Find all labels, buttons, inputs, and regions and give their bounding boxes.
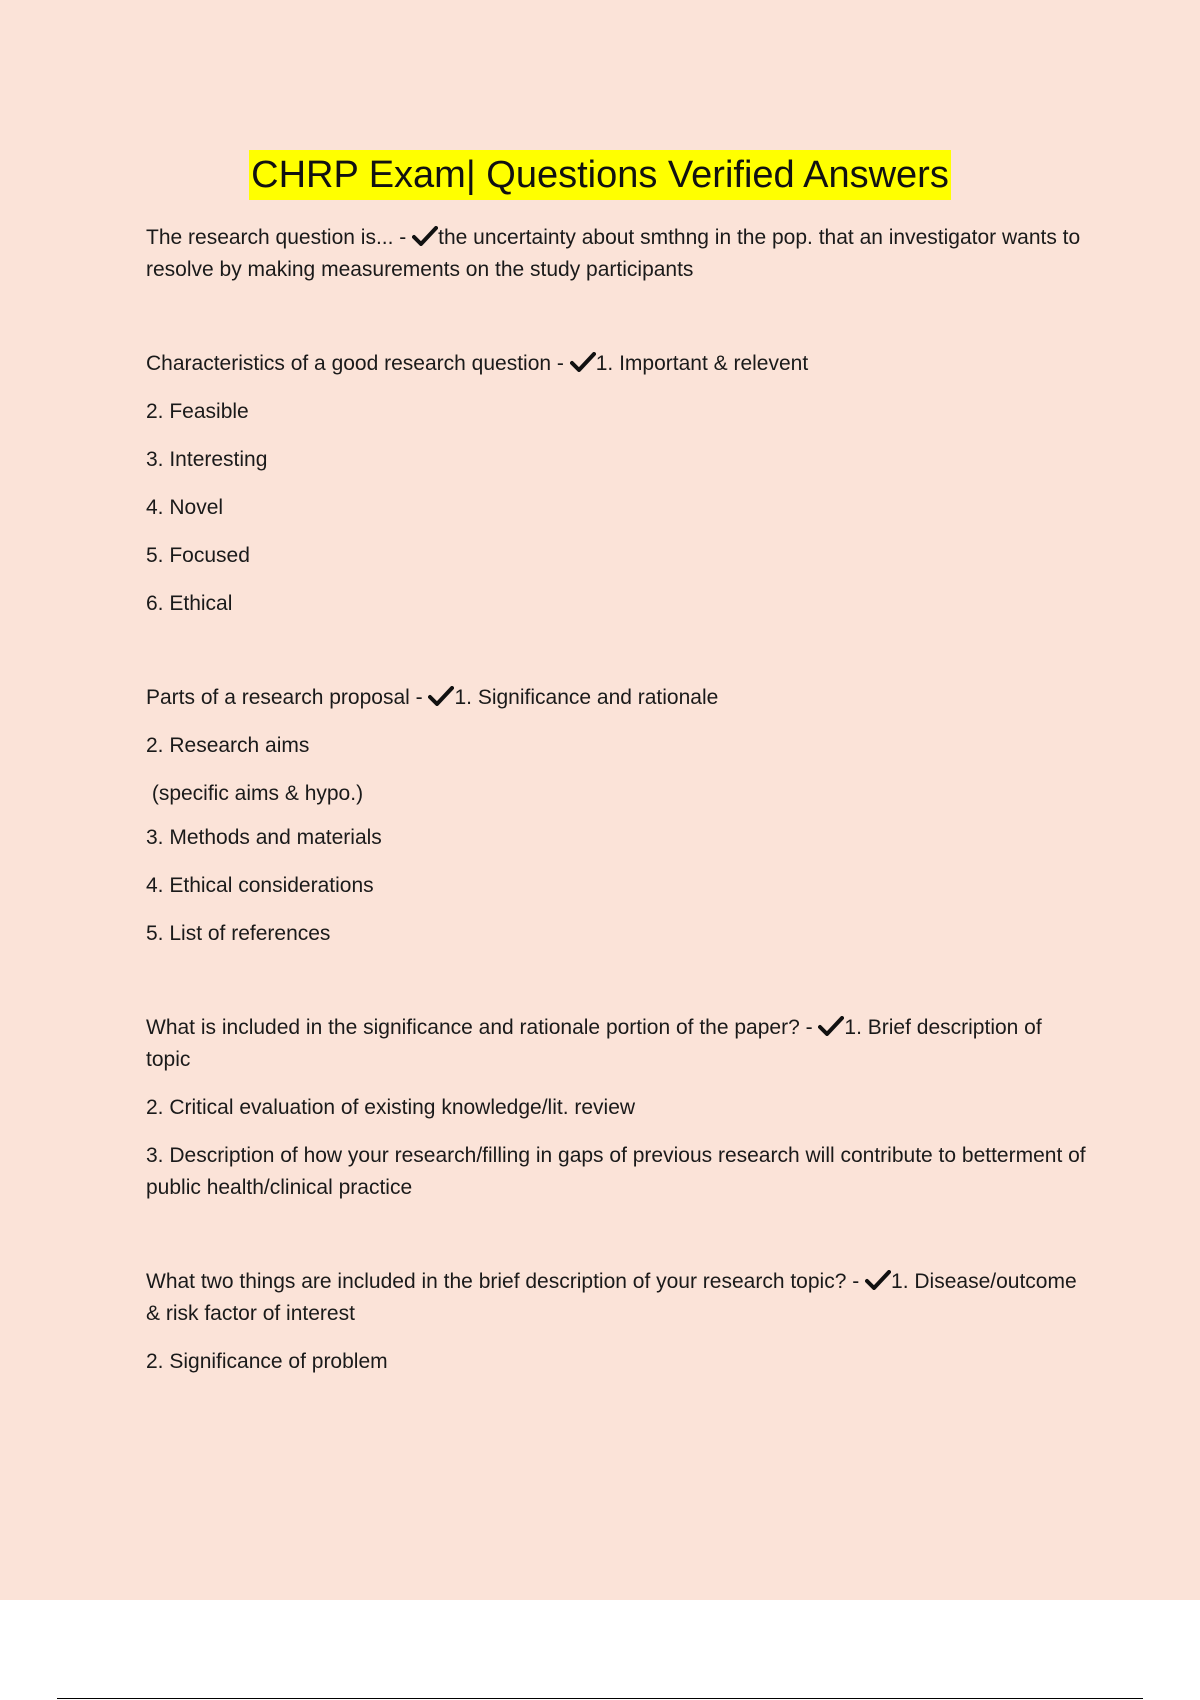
document-content <box>146 222 1086 1440</box>
question-text: The research question is... - <box>146 226 413 249</box>
checkmark-icon <box>865 1270 891 1290</box>
qa-line <box>146 348 1086 380</box>
qa-item-1 <box>146 222 1086 286</box>
qa-line <box>146 682 1086 714</box>
answer-line: 3. Methods and materials <box>146 826 382 849</box>
checkmark-icon <box>428 686 454 706</box>
answer-line: (specific aims & hypo.) <box>146 782 364 805</box>
answer-line: 2. Research aims <box>146 734 310 757</box>
qa-item-5 <box>146 1266 1086 1378</box>
checkmark-icon <box>818 1016 844 1036</box>
qa-item-3 <box>146 682 1086 950</box>
answer-line: 5. Focused <box>146 544 250 567</box>
answer-line: 3. Description of how your research/filling in gaps of previous research will contribute to betterment of public health/clinical practice <box>146 1144 1086 1199</box>
answer-text: 1. Significance and rationale <box>454 686 719 709</box>
question-text: Characteristics of a good research question - <box>146 352 570 375</box>
answer-text: 1. Disease/outcome & risk factor of interest <box>146 1270 1077 1325</box>
qa-line <box>146 1266 1086 1330</box>
question-text: What is included in the significance and rationale portion of the paper? - <box>146 1016 819 1039</box>
checkmark-icon <box>570 352 596 372</box>
answer-line: 2. Significance of problem <box>146 1350 388 1373</box>
answer-line: 4. Ethical considerations <box>146 874 374 897</box>
answer-line: 4. Novel <box>146 496 224 519</box>
answer-text: the uncertainty about smthng in the pop. that an investigator wants to resolve by making measurements on the study participants <box>146 226 1081 281</box>
answer-line: 2. Feasible <box>146 400 249 423</box>
answer-text: 1. Important & relevent <box>595 352 809 375</box>
question-text: What two things are included in the brief description of your research topic? - <box>146 1270 866 1293</box>
title-wrap <box>0 150 1200 200</box>
document-title: CHRP Exam| Questions Verified Answers <box>249 150 951 200</box>
checkmark-icon <box>412 226 438 246</box>
answer-line: 2. Critical evaluation of existing knowledge/lit. review <box>146 1096 636 1119</box>
qa-item-2 <box>146 348 1086 620</box>
qa-line <box>146 222 1086 286</box>
question-text: Parts of a research proposal - <box>146 686 429 709</box>
footer-divider <box>57 1698 1143 1699</box>
answer-text: 1. Brief description of topic <box>146 1016 1042 1071</box>
qa-item-4 <box>146 1012 1086 1204</box>
qa-line <box>146 1012 1086 1076</box>
answer-line: 3. Interesting <box>146 448 268 471</box>
answer-line: 6. Ethical <box>146 592 233 615</box>
answer-line: 5. List of references <box>146 922 331 945</box>
